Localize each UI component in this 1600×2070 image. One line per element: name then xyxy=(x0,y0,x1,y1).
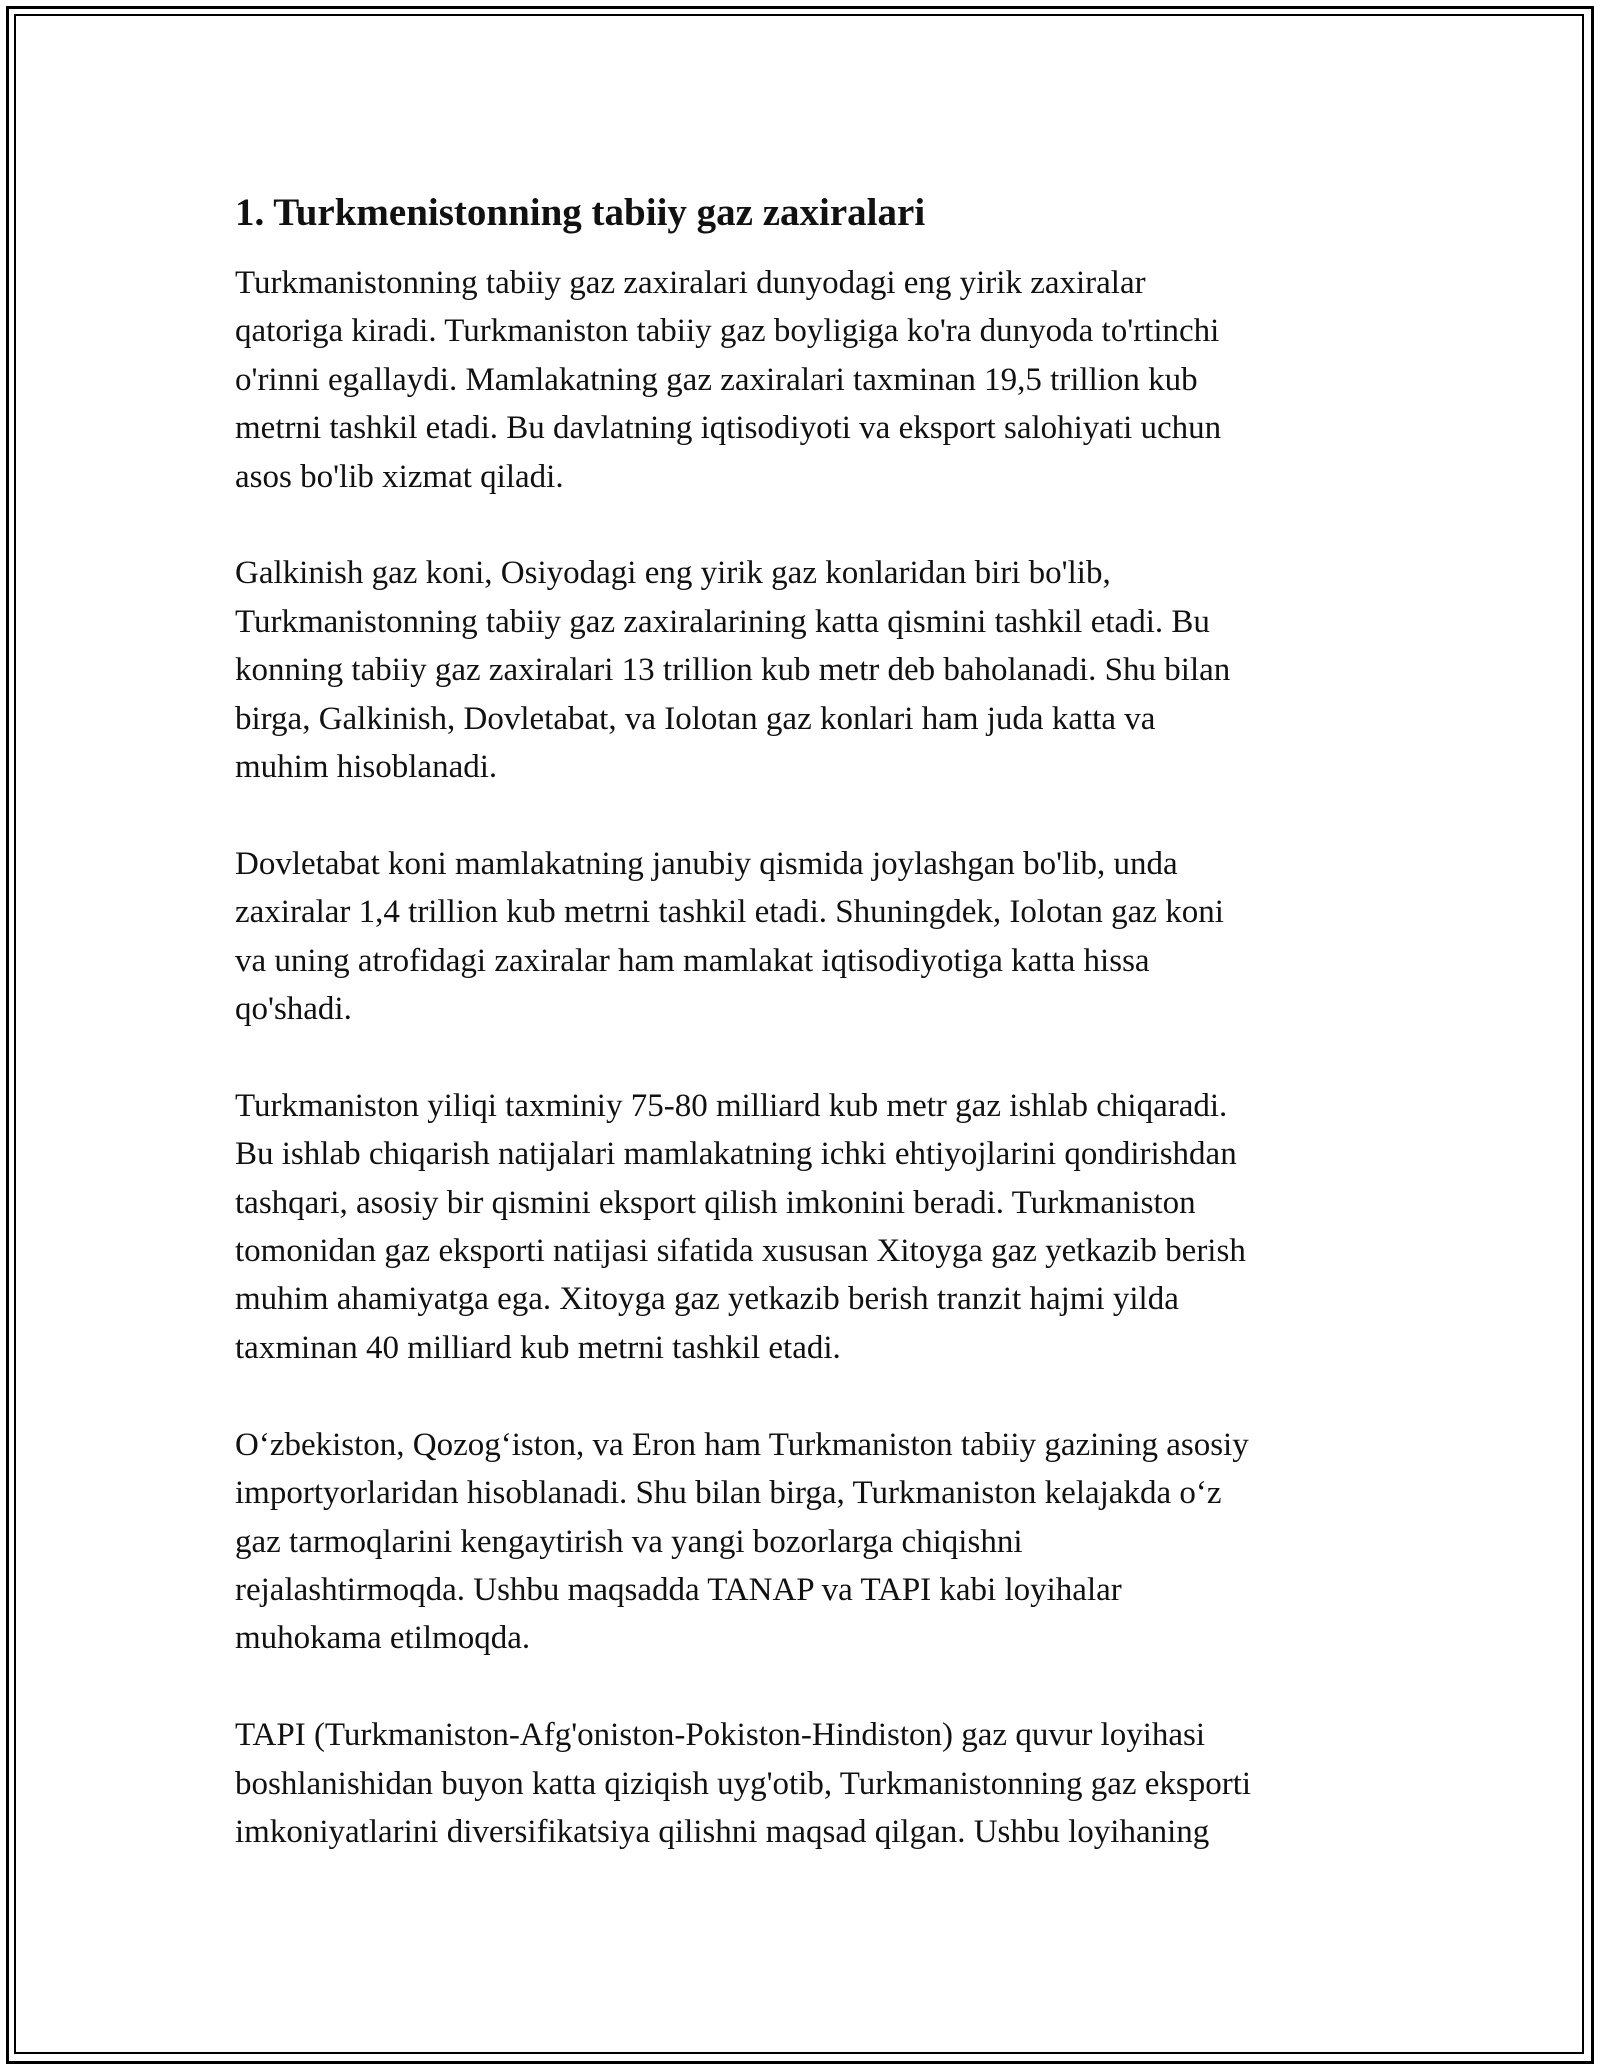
paragraph-line: asos bo'lib xizmat qiladi. xyxy=(235,458,564,495)
paragraph-line: Turkmanistonning tabiiy gaz zaxiralari dunyodagi eng yirik zaxiralar xyxy=(235,265,1146,301)
paragraph-line: tashqari, asosiy bir qismini eksport qilish imkonini beradi. Turkmaniston xyxy=(235,1184,1196,1221)
paragraph-line: Bu ishlab chiqarish natijalari mamlakatning ichki ehtiyojlarini qondirishdan xyxy=(235,1136,1237,1173)
paragraph-line: boshlanishidan buyon katta qiziqish uyg'otib, Turkmanistonning gaz eksporti xyxy=(235,1765,1252,1802)
section-title: 1. Turkmenistonning tabiiy gaz zaxiralari xyxy=(235,191,926,234)
paragraph-line: Dovletabat koni mamlakatning janubiy qismida joylashgan bo'lib, unda xyxy=(235,845,1178,882)
paragraph-list xyxy=(235,259,1375,1856)
paragraph-line: Galkinish gaz koni, Osiyodagi eng yirik gaz konlaridan biri bo'lib, xyxy=(235,555,1111,592)
paragraph xyxy=(235,259,1375,501)
paragraph-line: tomonidan gaz eksporti natijasi sifatida xususan Xitoyga gaz yetkazib berish xyxy=(235,1233,1246,1270)
paragraph-line: o'rinni egallaydi. Mamlakatning gaz zaxiralari taxminan 19,5 trillion kub xyxy=(235,361,1198,398)
paragraph xyxy=(235,549,1375,791)
paragraph-line: metrni tashkil etadi. Bu davlatning iqtisodiyoti va eksport salohiyati uchun xyxy=(235,410,1222,447)
paragraph-line: rejalashtirmoqda. Ushbu maqsadda TANAP va TAPI kabi loyihalar xyxy=(235,1571,1122,1608)
paragraph-line: TAPI (Turkmaniston-Afg'oniston-Pokiston-Hindiston) gaz quvur loyihasi xyxy=(235,1717,1206,1754)
paragraph-line: qo'shadi. xyxy=(235,991,352,1028)
paragraph-line: konning tabiiy gaz zaxiralari 13 trillion kub metr deb baholanadi. Shu bilan xyxy=(235,652,1231,689)
paragraph xyxy=(235,1421,1375,1663)
paragraph-line: qatoriga kiradi. Turkmaniston tabiiy gaz boyligiga ko'ra dunyoda to'rtinchi xyxy=(235,313,1220,350)
paragraph-line: importyorlaridan hisoblanadi. Shu bilan birga, Turkmaniston kelajakda o‘z xyxy=(235,1475,1222,1512)
paragraph-line: birga, Galkinish, Dovletabat, va Iolotan gaz konlari ham juda katta va xyxy=(235,700,1156,737)
paragraph xyxy=(235,1082,1375,1372)
paragraph-line: taxminan 40 milliard kub metrni tashkil etadi. xyxy=(235,1329,841,1366)
paragraph-line: va uning atrofidagi zaxiralar ham mamlakat iqtisodiyotiga katta hissa xyxy=(235,942,1150,979)
paragraph-line: zaxiralar 1,4 trillion kub metrni tashkil etadi. Shuningdek, Iolotan gaz koni xyxy=(235,894,1224,931)
paragraph-line: imkoniyatlarini diversifikatsiya qilishni maqsad qilgan. Ushbu loyihaning xyxy=(235,1813,1210,1850)
paragraph-line: O‘zbekiston, Qozog‘iston, va Eron ham Turkmaniston tabiiy gazining asosiy xyxy=(235,1426,1249,1463)
paragraph-line: Turkmanistonning tabiiy gaz zaxiralarining katta qismini tashkil etadi. Bu xyxy=(235,603,1210,640)
paragraph xyxy=(235,1711,1375,1856)
document-body xyxy=(235,187,1375,1905)
paragraph-line: Turkmaniston yiliqi taxminiy 75-80 milliard kub metr gaz ishlab chiqaradi. xyxy=(235,1087,1228,1124)
paragraph-line: muhokama etilmoqda. xyxy=(235,1620,531,1657)
paragraph-line: gaz tarmoqlarini kengaytirish va yangi bozorlarga chiqishni xyxy=(235,1523,1023,1560)
paragraph-line: muhim ahamiyatga ega. Xitoyga gaz yetkazib berish tranzit hajmi yilda xyxy=(235,1281,1179,1318)
paragraph-line: muhim hisoblanadi. xyxy=(235,749,498,786)
paragraph xyxy=(235,840,1375,1034)
